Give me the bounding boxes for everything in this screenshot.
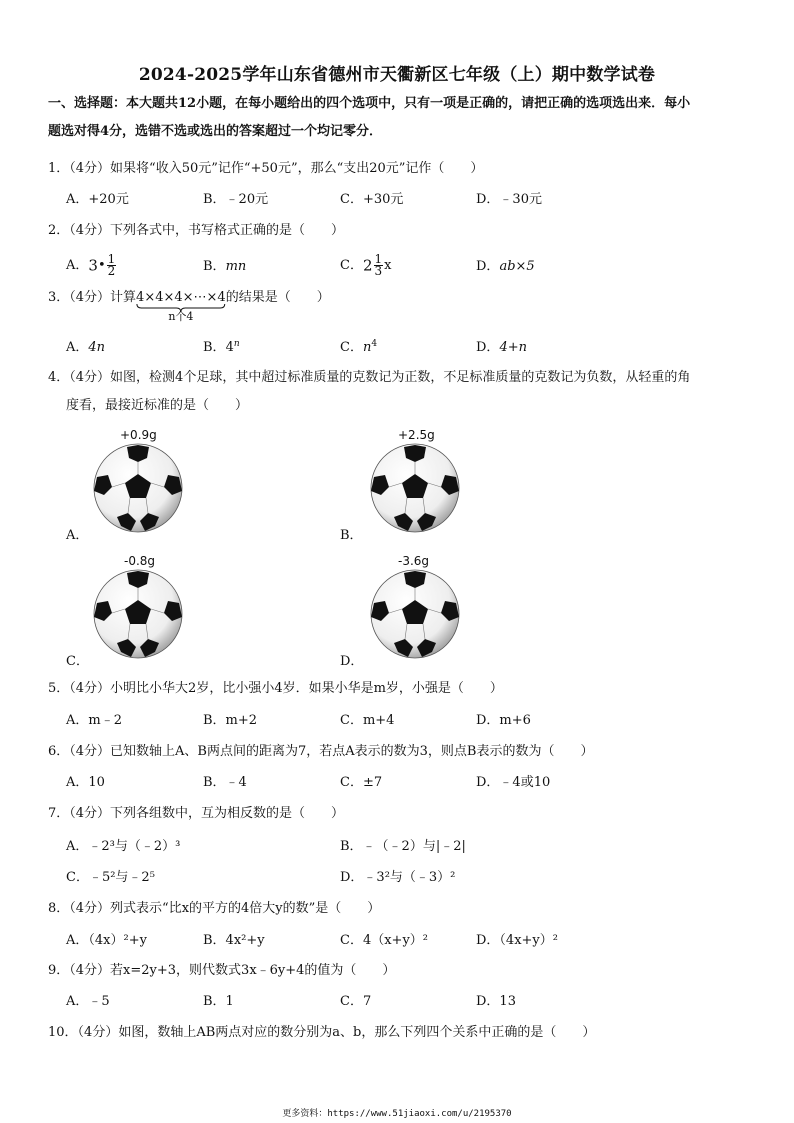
ball-d-mass-label: -3.6g <box>398 554 430 568</box>
ball-c-mass-label: -0.8g <box>124 554 156 568</box>
q2-c-numerator: 1 <box>374 252 383 266</box>
q2-d-prefix: D． <box>476 259 500 274</box>
q3-c-prefix: C． <box>340 340 363 355</box>
question-5-stem: 5．（4分）小明比小华大2岁，比小强小4岁．如果小华是m岁，小强是（ ） <box>48 681 503 696</box>
question-8-stem: 8．（4分）列式表示“比x的平方的4倍大y的数”是（ ） <box>48 901 381 916</box>
q3-stem-suffix: 的结果是（ ） <box>225 290 330 305</box>
q2-a-fraction <box>107 254 117 277</box>
q6-option-b: B．﹣4 <box>203 775 247 790</box>
q3-b-base: 4 <box>225 340 234 355</box>
q2-a-whole: 3 <box>88 256 98 275</box>
soccer-ball-d-image <box>370 569 460 659</box>
q6-option-c: C．±7 <box>340 775 383 790</box>
q2-d-expr: ab×5 <box>499 259 535 274</box>
q1-option-b: B．﹣20元 <box>203 192 269 207</box>
q5-option-c: C．m+4 <box>340 713 395 728</box>
q6-option-a: A．10 <box>66 775 105 790</box>
q2-c-denominator: 3 <box>374 264 383 278</box>
q3-product <box>136 287 226 323</box>
q1-option-c: C．+30元 <box>340 192 404 207</box>
q2-option-b <box>203 256 246 278</box>
ball-a-mass-label: +0.9g <box>120 428 157 442</box>
q1-option-d: D．﹣30元 <box>476 192 542 207</box>
q2-c-var: x <box>384 258 392 273</box>
section-line-2: 题选对得4分，选错不选或选出的答案超过一个均记零分． <box>48 124 383 139</box>
q6-option-d: D．﹣4或10 <box>476 775 551 790</box>
page-title: 2024-2025学年山东省德州市天衢新区七年级（上）期中数学试卷 <box>138 65 656 85</box>
q7-option-d: D．﹣3²与（﹣3）² <box>340 870 456 885</box>
q8-option-c: C．4（x+y）² <box>340 933 428 948</box>
question-10-stem: 10．（4分）如图，数轴上AB两点对应的数分别为a、b，那么下列四个关系中正确的是（ ） <box>48 1025 596 1040</box>
section-line-1: 一、选择题：本大题共12小题，在每小题给出的四个选项中，只有一项是正确的，请把正确的选项选出来．每小 <box>48 96 691 111</box>
ball-b-mass-label: +2.5g <box>398 428 435 442</box>
question-6-stem: 6．（4分）已知数轴上A、B两点间的距离为7，若点A表示的数为3，则点B表示的数为（ ） <box>48 744 594 759</box>
q3-option-c <box>340 337 377 360</box>
q9-option-a: A．﹣5 <box>66 994 110 1009</box>
q9-option-c: C．7 <box>340 994 372 1009</box>
q2-b-prefix: B． <box>203 259 226 274</box>
q5-option-a: A．m﹣2 <box>66 713 122 728</box>
q4-option-b: B． <box>340 528 363 543</box>
q8-option-b: B．4x²+y <box>203 933 265 948</box>
q3-a-expr: 4n <box>88 340 106 355</box>
q7-option-a: A．﹣2³与（﹣2）³ <box>66 839 181 854</box>
q4-stem-line-2: 度看，最接近标准的是（ ） <box>66 398 249 413</box>
q3-b-exponent: n <box>233 339 240 349</box>
q3-d-prefix: D． <box>476 340 500 355</box>
q4-option-d: D． <box>340 654 364 669</box>
q2-option-c <box>340 254 391 277</box>
q3-a-prefix: A． <box>66 340 89 355</box>
question-2-stem: 2．（4分）下列各式中，书写格式正确的是（ ） <box>48 223 345 238</box>
soccer-ball-a-image <box>93 443 183 533</box>
q7-option-c: C．﹣5²与﹣2⁵ <box>66 870 155 885</box>
q3-option-b <box>203 337 240 360</box>
q4-option-a: A． <box>66 528 89 543</box>
section-header <box>48 90 752 146</box>
q3-c-base: n <box>362 340 372 355</box>
q2-a-numerator: 1 <box>107 252 116 266</box>
q3-option-d <box>476 337 527 359</box>
q9-option-b: B．1 <box>203 994 234 1009</box>
q8-option-a: A．（4x）²+y <box>66 933 147 948</box>
q2-c-whole: 2 <box>362 256 373 275</box>
soccer-ball-c-image <box>93 569 183 659</box>
q1-option-a: A．+20元 <box>66 192 129 207</box>
q3-product-text: 4×4×4×⋯×4 <box>136 290 226 305</box>
q3-d-expr: 4+n <box>499 340 527 355</box>
question-3-stem <box>48 287 758 323</box>
q2-c-prefix: C． <box>340 258 363 273</box>
q2-c-fraction <box>374 254 384 277</box>
q3-b-prefix: B． <box>203 340 226 355</box>
footer-source-link[interactable]: 更多资料：https://www.51jiaoxi.com/u/2195370 <box>282 1109 512 1119</box>
q4-option-c: C． <box>66 654 89 669</box>
question-1-stem: 1．（4分）如果将“收入50元”记作“+50元”，那么“支出20元”记作（ ） <box>48 161 484 176</box>
q3-stem-prefix: 3．（4分）计算 <box>48 290 137 305</box>
q3-c-exponent: 4 <box>371 339 378 349</box>
q2-a-dot: • <box>97 258 106 273</box>
q2-option-a <box>66 254 117 277</box>
q2-a-prefix: A． <box>66 258 89 273</box>
soccer-ball-b-image <box>370 443 460 533</box>
q5-option-b: B．m+2 <box>203 713 258 728</box>
q8-option-d: D．（4x+y）² <box>476 933 558 948</box>
q3-brace-label: n个4 <box>168 310 194 323</box>
question-9-stem: 9．（4分）若x=2y+3，则代数式3x﹣6y+4的值为（ ） <box>48 963 396 978</box>
q2-a-denominator: 2 <box>107 264 116 278</box>
q2-b-expr: mn <box>225 259 247 274</box>
q9-option-d: D．13 <box>476 994 516 1009</box>
q5-option-d: D．m+6 <box>476 713 531 728</box>
question-7-stem: 7．（4分）下列各组数中，互为相反数的是（ ） <box>48 806 345 821</box>
q7-option-b: B．﹣（﹣2）与|﹣2| <box>340 839 466 854</box>
question-4-stem <box>48 364 758 420</box>
q2-option-d <box>476 256 535 278</box>
q4-stem-line-1: 4．（4分）如图，检测4个足球，其中超过标准质量的克数记为正数，不足标准质量的克数记为负数，从轻重的角 <box>48 370 691 385</box>
q3-option-a <box>66 337 105 359</box>
